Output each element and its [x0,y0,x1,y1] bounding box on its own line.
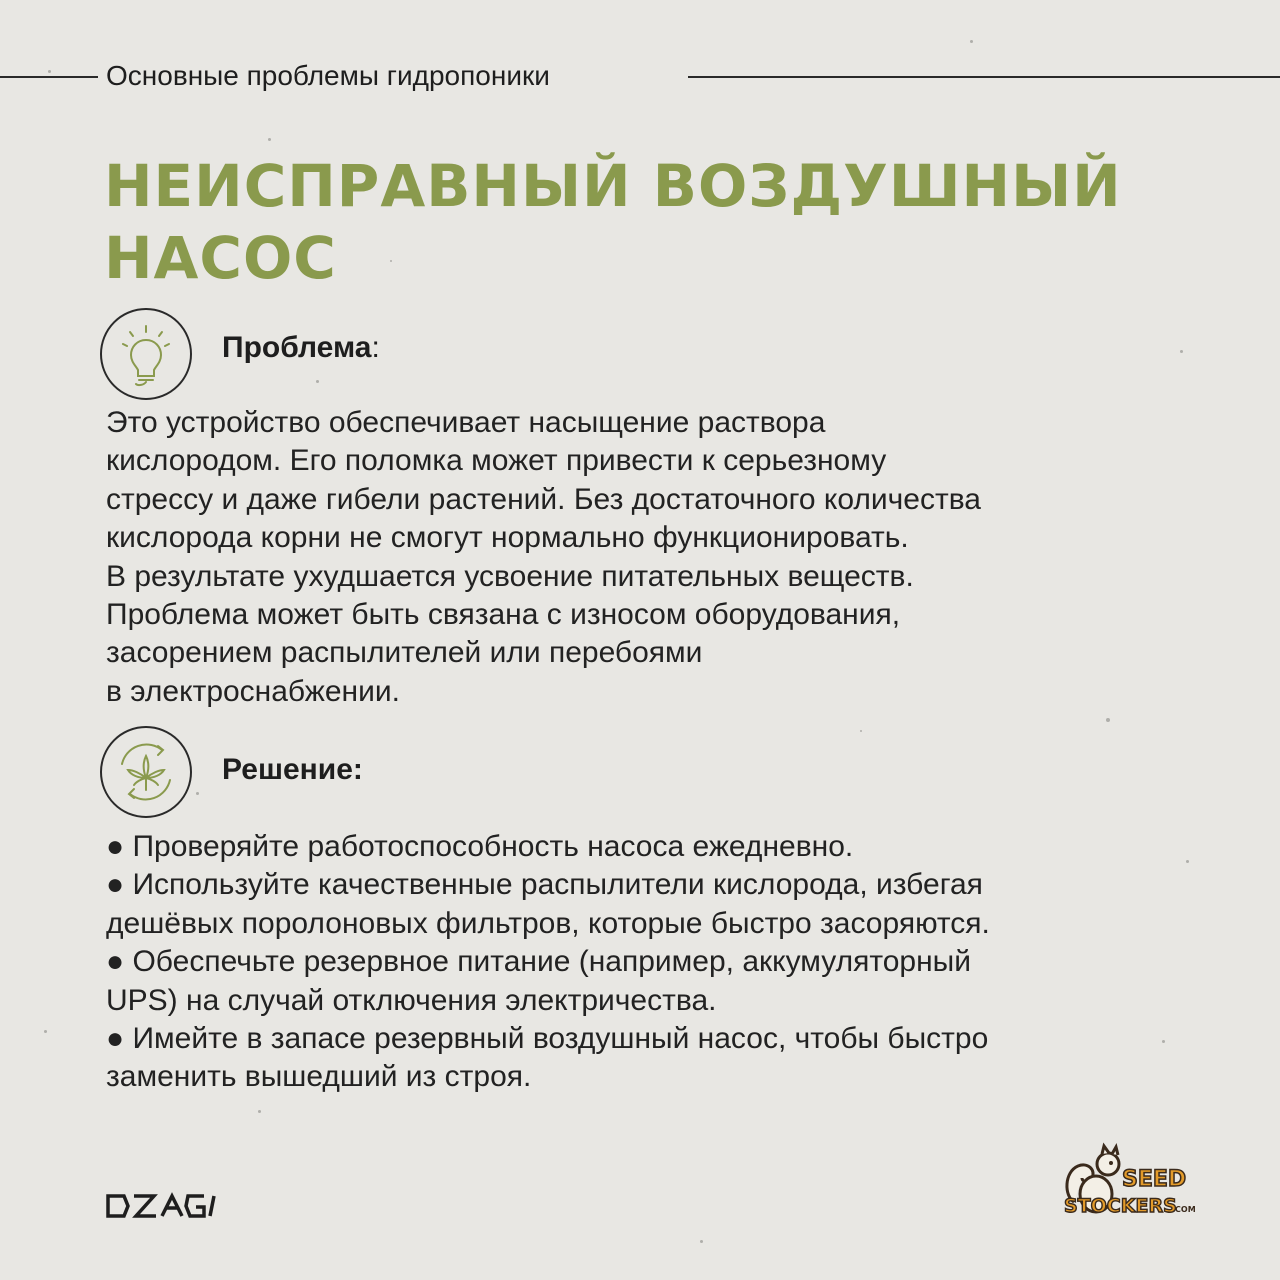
problem-heading-colon: : [371,331,380,364]
problem-line: В результате ухудшается усвоение питательных веществ. [106,559,914,593]
page-title [104,150,1184,294]
header-rule-right [688,76,1280,78]
solution-line: ● Обеспечьте резервное питание (например, аккумуляторный [106,945,971,979]
solution-line: ● Имейте в запасе резервный воздушный насос, чтобы быстро [106,1022,989,1056]
cannabis-leaf-cycle-icon [100,726,192,818]
seedstockers-stockers-text: STOCKERS [1064,1195,1177,1217]
solution-line: заменить вышедший из строя. [106,1060,532,1094]
problem-line: Это устройство обеспечивает насыщение раствора [106,406,826,439]
problem-line: стрессу и даже гибели растений. Без достаточного количества [106,482,981,516]
solution-heading [222,752,363,788]
seedstockers-seed-text: SEED [1122,1167,1187,1192]
solution-line: ● Проверяйте работоспособность насоса ежедневно. [106,830,854,863]
problem-line: кислорода корни не смогут нормально функционировать. [106,521,909,555]
problem-text [106,404,1186,711]
page-title-line-2: НАСОС [104,224,337,292]
problem-heading-text: Проблема [222,331,372,364]
problem-line: кислородом. Его поломка может привести к серьезному [106,444,887,478]
solution-text [106,828,1186,1097]
problem-line: засорением распылителей или перебоями [106,636,703,670]
solution-heading-text: Решение: [222,753,363,786]
problem-heading [222,330,380,366]
solution-line: дешёвых поролоновых фильтров, которые быстро засоряются. [106,906,990,940]
lightbulb-icon [100,308,192,400]
dzagi-logo [104,1192,224,1225]
header-rule-left [0,76,98,78]
solution-line: UPS) на случай отключения электричества. [106,983,717,1017]
seedstockers-logo [1060,1142,1210,1231]
problem-line: в электроснабжении. [106,674,400,708]
solution-line: ● Используйте качественные распылители кислорода, избегая [106,868,983,902]
section-label: Основные проблемы гидропоники [106,60,550,91]
seedstockers-com-text: .COM [1172,1205,1196,1214]
problem-line: Проблема может быть связана с износом оборудования, [106,598,901,632]
page-title-line-1: НЕИСПРАВНЫЙ ВОЗДУШНЫЙ [104,152,1122,220]
